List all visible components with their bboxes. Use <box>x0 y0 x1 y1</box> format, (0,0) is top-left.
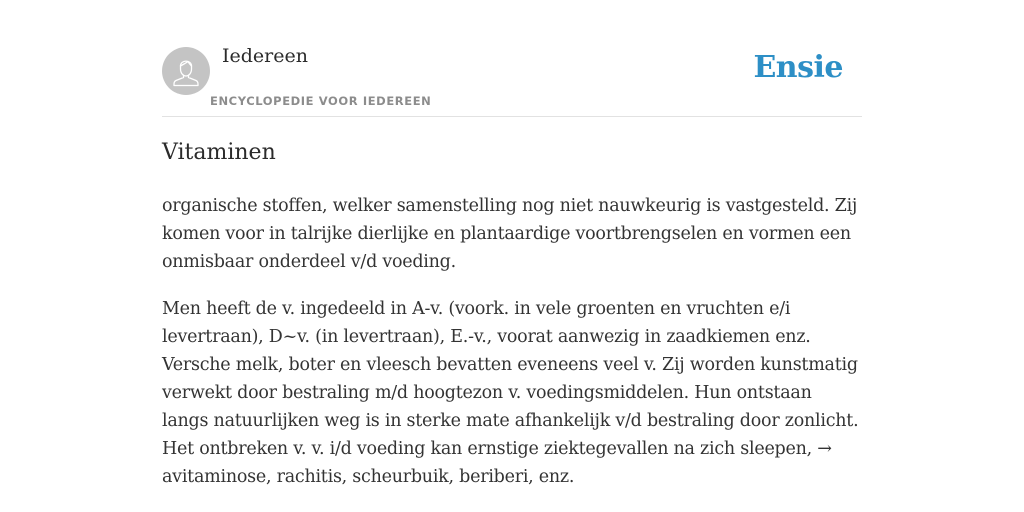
page-container <box>162 0 862 487</box>
avatar[interactable] <box>162 47 210 95</box>
user-icon <box>162 47 210 95</box>
site-tagline: ENCYCLOPEDIE VOOR IEDEREEN <box>210 94 432 108</box>
author-name[interactable]: Iedereen <box>222 45 308 67</box>
page-header <box>162 0 862 117</box>
page-title: Vitaminen <box>162 140 276 165</box>
article-paragraph: organische stoffen, welker samenstelling nog niet nauwkeurig is vastgesteld. Zij komen voor in talrijke dierlijke en plantaardige voortbrengselen en vormen een onmisbaar onderdeel v/d voeding. <box>162 196 858 272</box>
article-paragraph: Men heeft de v. ingedeeld in A-v. (voork. in vele groenten en vruchten e/i levertraan), D~v. (in levertraan), E.-v., voorat aanwezig in zaadkiemen enz. Versche melk, boter en vleesch bevatten eveneens veel v. Zij worden kunstmatig verwekt door bestraling m/d hoogtezon v. voedingsmiddelen. Hun ontstaan langs natuurlijken weg is in sterke mate afhankelijk v/d bestraling door zonlicht. Het ontbreken v. v. i/d voeding kan ernstige ziektegevallen na zich sleepen, → avitaminose, rachitis, scheurbuik, beriberi, enz. <box>162 299 859 487</box>
brand-logo-link[interactable]: Ensie <box>753 50 843 85</box>
article-body <box>162 192 862 510</box>
